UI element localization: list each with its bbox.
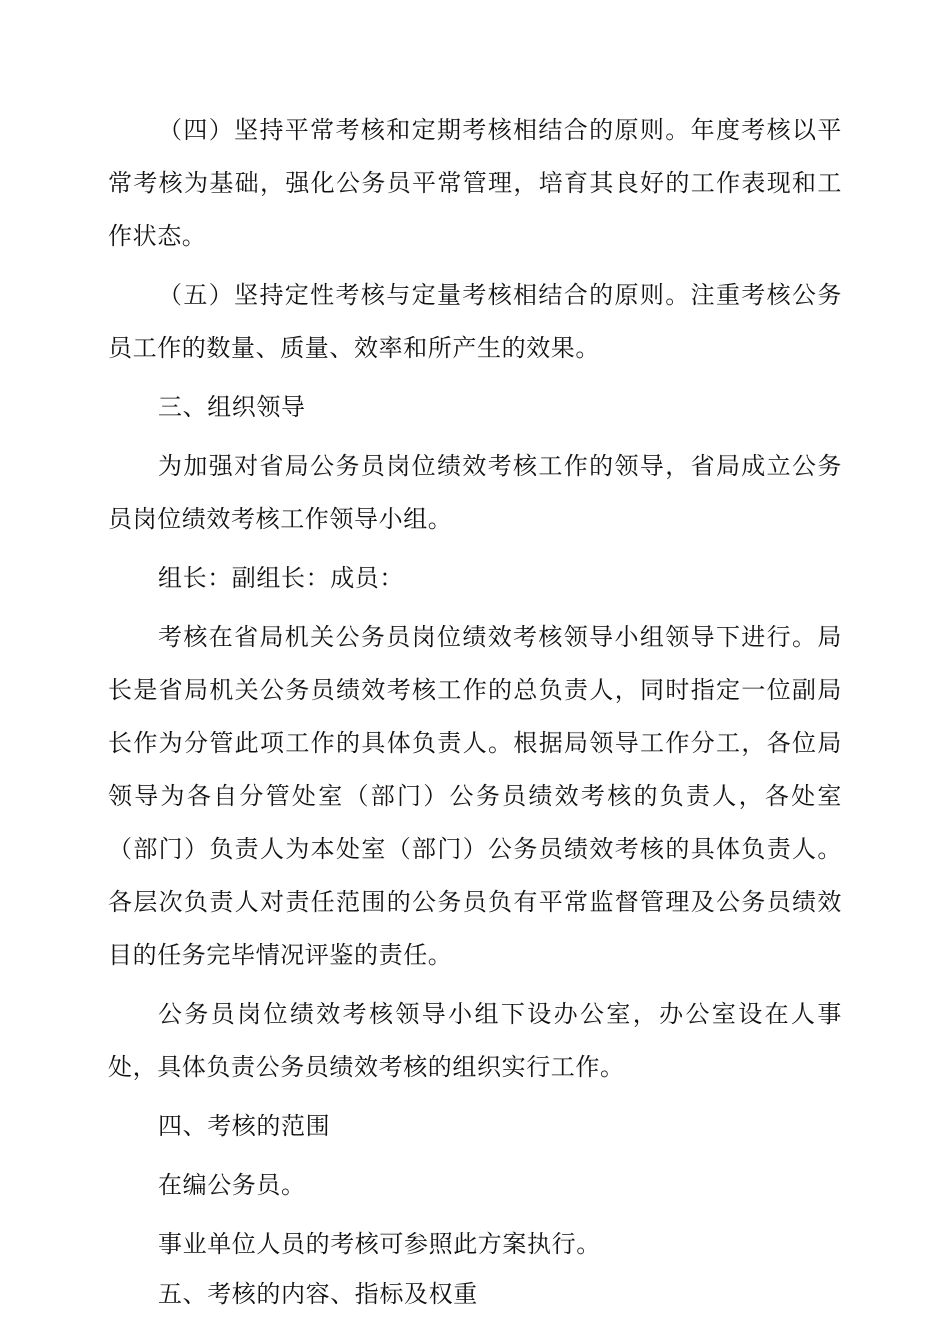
paragraph-principle-4: （四）坚持平常考核和定期考核相结合的原则。年度考核以平常考核为基础，强化公务员平常管理，培育其良好的工作表现和工作状态。 [108, 116, 842, 250]
paragraph-scope-institutions: 事业单位人员的考核可参照此方案执行。 [158, 1230, 601, 1258]
paragraph-leadership-group: 为加强对省局公务员岗位绩效考核工作的领导，省局成立公务员岗位绩效考核工作领导小组。 [108, 452, 842, 533]
paragraph-scope-staff: 在编公务员。 [158, 1171, 306, 1199]
paragraph-group-members: 组长：副组长：成员： [158, 564, 404, 592]
paragraph-office: 公务员岗位绩效考核领导小组下设办公室，办公室设在人事处，具体负责公务员绩效考核的组织实行工作。 [108, 1000, 842, 1081]
section-heading-scope: 四、考核的范围 [158, 1112, 331, 1140]
document-body [108, 104, 842, 1317]
section-heading-organization: 三、组织领导 [158, 393, 306, 421]
section-heading-content-indicators: 五、考核的内容、指标及权重 [158, 1280, 478, 1308]
paragraph-responsibilities: 考核在省局机关公务员岗位绩效考核领导小组领导下进行。局长是省局机关公务员绩效考核工作的总负责人，同时指定一位副局长作为分管此项工作的具体负责人。根据局领导工作分工，各位局领导为各自分管处室（部门）公务员绩效考核的负责人，各处室（部门）负责人为本处室（部门）公务员绩效考核的具体负责人。各层次负责人对责任范围的公务员负有平常监督管理及公务员绩效目的任务完毕情况评鉴的责任。 [108, 623, 842, 969]
paragraph-principle-5: （五）坚持定性考核与定量考核相结合的原则。注重考核公务员工作的数量、质量、效率和所产生的效果。 [108, 281, 842, 362]
